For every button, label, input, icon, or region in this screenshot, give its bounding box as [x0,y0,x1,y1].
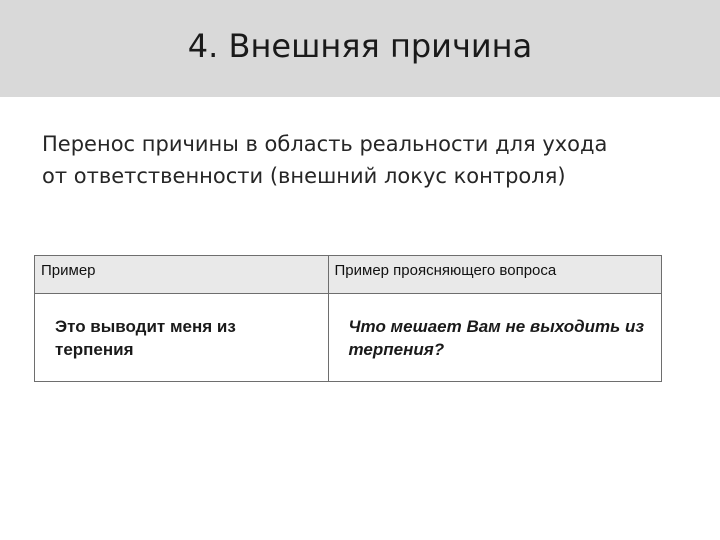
body-line-2: от ответственности (внешний локус контроля) [42,164,566,188]
example-text: Это выводит меня из терпения [55,317,236,359]
header-cell-question [328,256,661,294]
cell-example [35,294,329,382]
header-cell-example [35,256,329,294]
header-example-label: Пример [41,262,96,279]
header-question-label: Пример проясняющего вопроса [334,262,557,279]
slide-title: 4. Внешняя причина [187,27,533,65]
table-header-row [35,256,662,294]
title-band [0,0,720,97]
cell-question [328,294,661,382]
examples-table [34,255,662,382]
body-line-1: Перенос причины в область реальности для ухода [42,132,608,156]
question-text: Что мешает Вам не выходить из терпения? [348,317,645,359]
table-row [35,294,662,382]
body-text [42,128,692,192]
